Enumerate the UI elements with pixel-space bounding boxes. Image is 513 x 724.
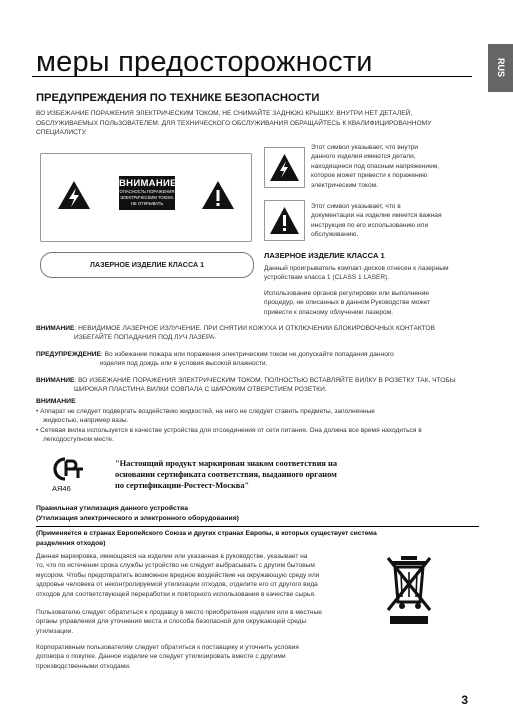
disposal-paragraph-3 — [36, 643, 371, 671]
warning-label: ВНИМАНИЕ — [36, 377, 75, 384]
disposal-paragraph-2 — [36, 608, 371, 636]
lightning-symbol-icon — [265, 148, 304, 187]
disposal-paragraph-1 — [36, 552, 371, 599]
text-line: по сертификации-Ростест-Москва" — [115, 481, 250, 490]
bullet-item — [36, 426, 481, 445]
laser-paragraph-1 — [264, 264, 479, 283]
text-line: (Утилизация электрического и электронного оборудования) — [36, 514, 239, 522]
page-title: меры предосторожности — [36, 46, 373, 78]
text-line: Аппарат не следует подвергать воздействию жидкостей, на него не следует ставить предметы, заполненные — [40, 408, 375, 415]
text-line: ИЗБЕГАЙТЕ ПОПАДАНИЯ ПОД ЛУЧ ЛАЗЕРА. — [74, 334, 217, 342]
warning-plug — [36, 376, 481, 395]
text-line: электрическим током. — [311, 181, 378, 189]
warning-fire — [36, 350, 481, 369]
lightning-symbol-box — [264, 147, 305, 188]
text-line: то, что по истечении срока службы устройство не следует выбрасывать с другим бытовым — [36, 562, 315, 570]
page-number: 3 — [461, 693, 468, 707]
text-line: Данный проигрыватель компакт-дисков отнесен к лазерным — [264, 265, 449, 272]
title-underline — [32, 76, 472, 77]
section-heading: ПРЕДУПРЕЖДЕНИЯ ПО ТЕХНИКЕ БЕЗОПАСНОСТИ — [36, 92, 320, 104]
text-line: Использование органов регулировки или выполнение — [264, 290, 430, 297]
text-line: ШИРОКАЯ ПЛАСТИНА ВИЛКИ СОВПАЛА С ШИРОКИМ ОТВЕРСТИЕМ РОЗЕТКИ. — [74, 386, 327, 394]
warning-invisible-laser — [36, 324, 481, 343]
bullet-icon: • — [36, 426, 41, 434]
caution-line: ЭЛЕКТРИЧЕСКИМ ТОКОМ. — [120, 195, 174, 200]
disposal-heading — [36, 504, 239, 523]
text-line: жидкостью, например вазы. — [43, 417, 129, 425]
text-line: мусором. Чтобы предотвратить возможное вредное воздействие на окружающую среду или — [36, 571, 320, 579]
text-line: данного изделия имеются детали, — [311, 153, 416, 161]
intro-line: ОБСЛУЖИВАЕМЫХ ПОЛЬЗОВАТЕЛЕМ. ДЛЯ ТЕХНИЧЕСКОГО ОБСЛУЖИВАНИЯ ОБРАЩАЙТЕСЬ К КВАЛИФИЦИРОВАННОМУ — [36, 119, 432, 127]
text-line: "Настоящий продукт маркирован знаком соответствия на — [115, 459, 338, 468]
intro-line: СПЕЦИАЛИСТУ. — [36, 129, 87, 137]
exclamation-symbol-box — [264, 200, 305, 241]
text-line: Данная маркировка, имеющаяся на изделии или указанная в руководстве, указывает на — [36, 553, 308, 560]
text-line: Сетевая вилка используется в качестве устройства для отсоединения от сети питания. Она должна все время находиться в — [40, 426, 422, 434]
text-line: Этот символ указывает, что в — [311, 203, 401, 210]
notes-list — [36, 407, 481, 445]
symbol2-description — [311, 202, 481, 240]
intro-line: ВО ИЗБЕЖАНИЕ ПОРАЖЕНИЯ ЭЛЕКТРИЧЕСКИМ ТОКОМ, НЕ СНИМАЙТЕ ЗАДНЮЮ КРЫШКУ. ВНУТРИ НЕТ ДЕТАЛЕЙ, — [36, 110, 413, 117]
text-line: документации на изделие имеется важная — [311, 212, 442, 220]
text-line: инструкция по его использованию или — [311, 221, 429, 229]
disposal-divider — [36, 526, 479, 527]
disposal-subheading — [36, 529, 377, 548]
text-line: привести к опасному облучению лазером. — [264, 308, 394, 316]
notes-heading: ВНИМАНИЕ — [36, 398, 76, 405]
bullet-item — [36, 407, 481, 426]
caution-badge — [119, 176, 175, 210]
text-line: основании сертификата соответствия, выданного органом — [115, 470, 337, 479]
text-line: договора о покупке. Данное изделие не следует утилизировать вместе с другими — [36, 653, 286, 661]
caution-line: НЕ ОТКРЫВАТЬ — [130, 201, 164, 206]
text-line: находящиеся под опасным напряжением, — [311, 162, 440, 170]
lightning-warning-icon — [57, 180, 91, 210]
text-line: : НЕВИДИМОЕ ЛАЗЕРНОЕ ИЗЛУЧЕНИЕ. ПРИ СНЯТИИ КОЖУХА И ОТКЛЮЧЕНИИ БЛОКИРОВОЧНЫХ КОНТАКТОВ — [74, 325, 435, 332]
text-line: которое может привести к поражению — [311, 172, 428, 180]
certification-text — [115, 458, 337, 491]
text-line: Этот символ указывает, что внутри — [311, 144, 419, 151]
text-line: разделения отходов) — [36, 539, 106, 547]
caution-title: ВНИМАНИЕ — [119, 178, 177, 189]
symbol1-description — [311, 143, 481, 190]
text-line: : Во избежание пожара или поражения электрическим током не допускайте попадания данного — [100, 351, 394, 358]
text-line: : ВО ИЗБЕЖАНИЕ ПОРАЖЕНИЯ ЭЛЕКТРИЧЕСКИМ ТОКОМ, ПОЛНОСТЬЮ ВСТАВЛЯЙТЕ ВИЛКУ В РОЗЕТКУ ТАК, ЧТОБЫ — [74, 377, 456, 384]
text-line: органы управления для уточнения места и способа безопасной для окружающей среды — [36, 618, 307, 626]
text-line: обслуживанию. — [311, 231, 359, 239]
text-line: (Применяется в странах Европейского Союза и других странах Европы, в которых существует система — [36, 530, 377, 537]
language-tab: RUS — [488, 44, 513, 92]
text-line: Корпоративным пользователям следует обратиться к поставщику и уточнить условия — [36, 644, 299, 651]
laser-class-label: ЛАЗЕРНОЕ ИЗДЕЛИЕ КЛАССА 1 — [40, 252, 254, 278]
text-line: процедур, не описанных в данном Руководстве может — [264, 299, 431, 307]
text-line: Пользователю следует обратиться к продавцу в место приобретения изделия или в местные — [36, 609, 322, 616]
exclamation-warning-icon — [201, 180, 235, 210]
text-line: Правильная утилизация данного устройства — [36, 505, 188, 512]
text-line: утилизации. — [36, 627, 74, 635]
text-line: здоровье человека от неконтролируемой утилизации отходов, отделите его от другого вида — [36, 581, 318, 589]
text-line: производственными отходами. — [36, 662, 131, 670]
warning-label: ПРЕДУПРЕЖДЕНИЕ — [36, 351, 101, 358]
exclamation-symbol-icon — [265, 201, 304, 240]
text-line: устройствам класса 1 (CLASS 1 LASER). — [264, 274, 390, 282]
rst-certification-mark-icon — [52, 456, 86, 482]
crossed-out-wheelie-bin-icon — [384, 554, 434, 626]
bullet-icon: • — [36, 408, 41, 415]
text-line: легкодоступном месте. — [43, 436, 114, 444]
laser-paragraph-2 — [264, 289, 479, 317]
warning-label: ВНИМАНИЕ — [36, 325, 75, 332]
intro-text — [36, 109, 476, 138]
text-line: изделия под дождь или в условия высокой влажности. — [100, 360, 268, 368]
caution-line: ОПАСНОСТЬ ПОРАЖЕНИЯ — [119, 189, 175, 194]
certification-code: АЯ46 — [52, 484, 71, 493]
laser-heading: ЛАЗЕРНОЕ ИЗДЕЛИЕ КЛАССА 1 — [264, 251, 385, 260]
text-line: отходов для соответствующей переработки и повторного использования в качестве сырья. — [36, 590, 316, 598]
caution-label-box — [40, 153, 252, 242]
